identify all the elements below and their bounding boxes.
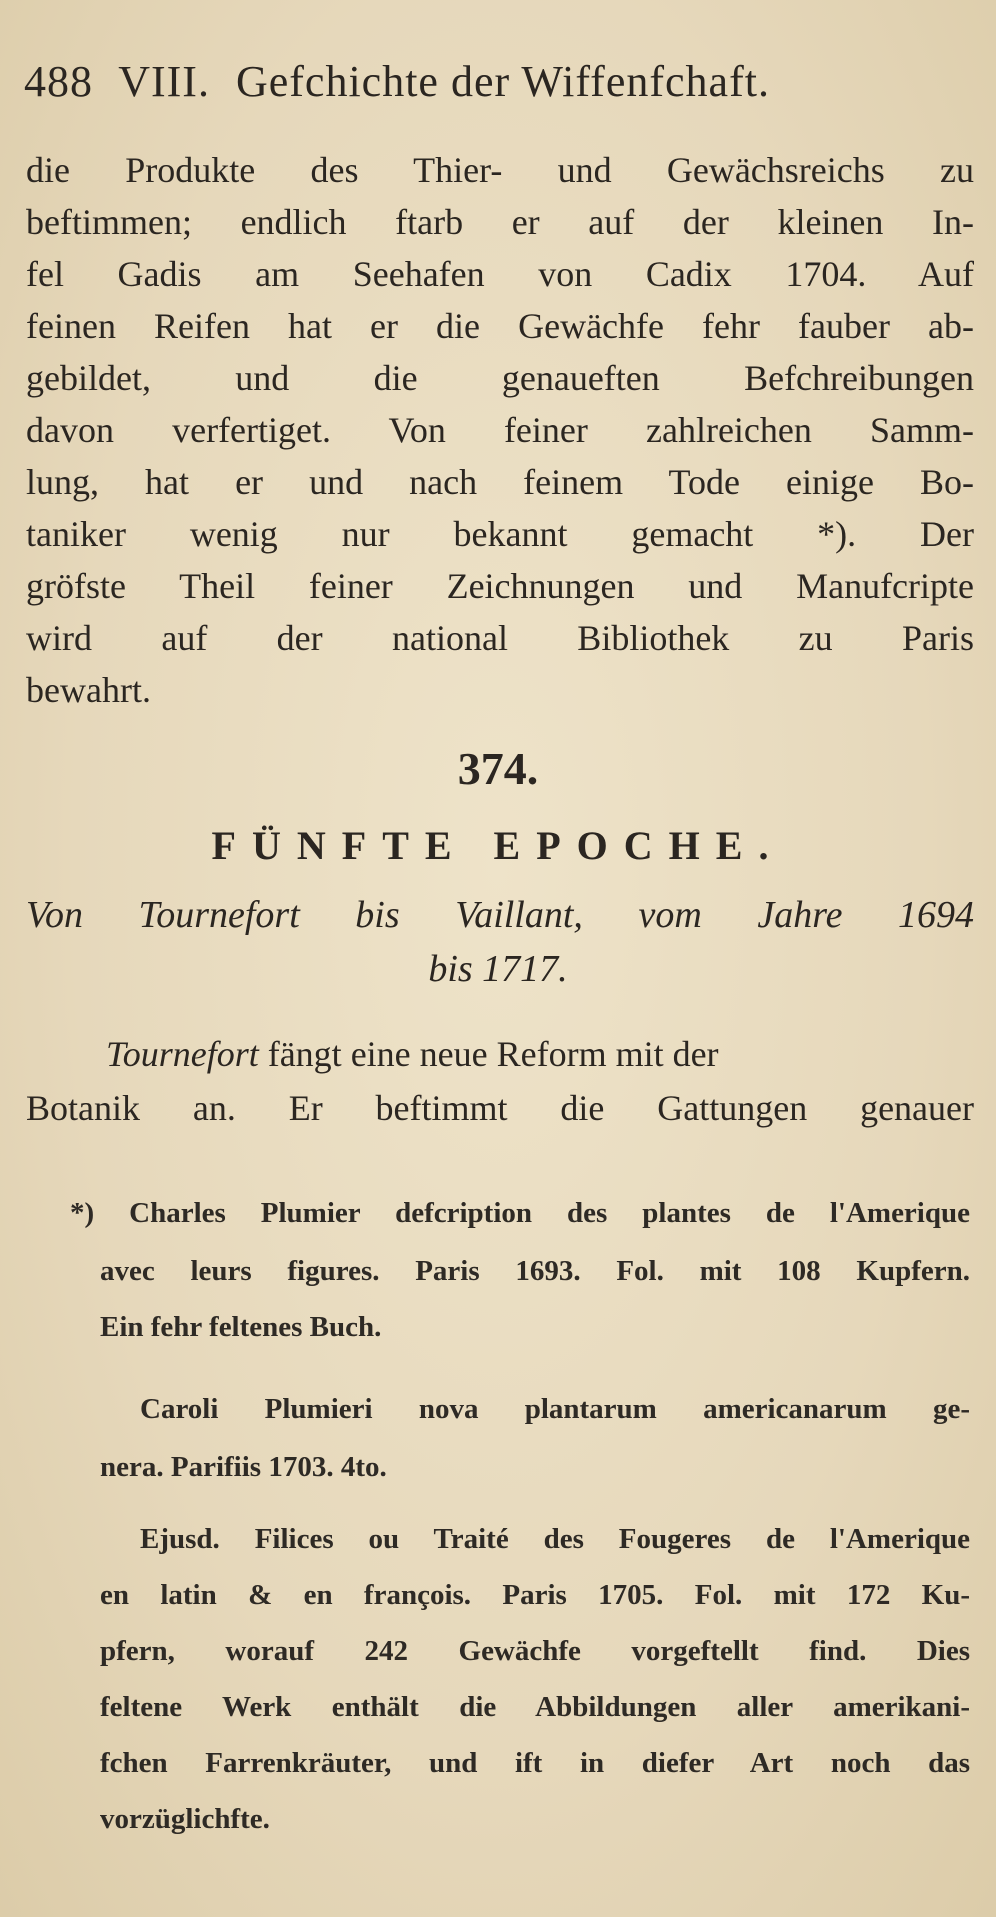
text-line: fel Gadis am Seehafen von Cadix 1704. Auf (26, 254, 974, 294)
footnote-line: avec leurs figures. Paris 1693. Fol. mit 108 Kupfern. (100, 1255, 970, 1287)
text-line: Botanik an. Er beftimmt die Gattungen genauer (26, 1088, 974, 1128)
footnote-line: vorzüglichfte. (100, 1803, 270, 1835)
text-line: gebildet, und die genaueften Befchreibungen (26, 358, 974, 398)
chapter-number: VIII. (118, 57, 210, 106)
text-line: bewahrt. (26, 670, 151, 710)
text-line: lung, hat er und nach feinem Tode einige Bo- (26, 462, 974, 502)
epoch-title: FÜNFTE EPOCHE. (211, 823, 785, 868)
text-line: die Produkte des Thier- und Gewächsreichs zu (26, 150, 974, 190)
author-name: Tournefort (106, 1034, 259, 1074)
text-line: feinen Reifen hat er die Gewächfe fehr fauber ab- (26, 306, 974, 346)
text-line: davon verfertiget. Von feiner zahlreichen Samm- (26, 410, 974, 450)
text-line: gröfste Theil feiner Zeichnungen und Manufcripte (26, 566, 974, 606)
section-number: 374. (457, 743, 539, 794)
footnote-line: *) Charles Plumier defcription des plantes de l'Amerique (70, 1197, 970, 1229)
epoch-subtitle-line: Von Tournefort bis Vaillant, vom Jahre 1694 (26, 894, 974, 936)
page-number: 488 (24, 57, 93, 106)
running-title: Gefchichte der Wiffenfchaft. (235, 57, 770, 106)
footnote-line: en latin & en françois. Paris 1705. Fol. mit 172 Ku- (100, 1579, 970, 1611)
footnote-line: Caroli Plumieri nova plantarum americanarum ge- (140, 1393, 970, 1425)
running-header (24, 56, 964, 107)
text-line (106, 1034, 974, 1074)
text-line: beftimmen; endlich ftarb er auf der kleinen In- (26, 202, 974, 242)
epoch-subtitle-line: bis 1717. (428, 948, 568, 990)
text-line: wird auf der national Bibliothek zu Paris (26, 618, 974, 658)
footnote-line: Ein fehr feltenes Buch. (100, 1311, 382, 1343)
footnote-line: fchen Farrenkräuter, und ift in diefer Art noch das (100, 1747, 970, 1779)
text-line: taniker wenig nur bekannt gemacht *). Der (26, 514, 974, 554)
text-run: fängt eine neue Reform mit der (258, 1034, 719, 1074)
footnote-line: feltene Werk enthält die Abbildungen aller amerikani- (100, 1691, 970, 1723)
footnote-line: nera. Parifiis 1703. 4to. (100, 1451, 387, 1483)
footnote-line: pfern, worauf 242 Gewächfe vorgeftellt find. Dies (100, 1635, 970, 1667)
footnote-line: Ejusd. Filices ou Traité des Fougeres de l'Amerique (140, 1523, 970, 1555)
